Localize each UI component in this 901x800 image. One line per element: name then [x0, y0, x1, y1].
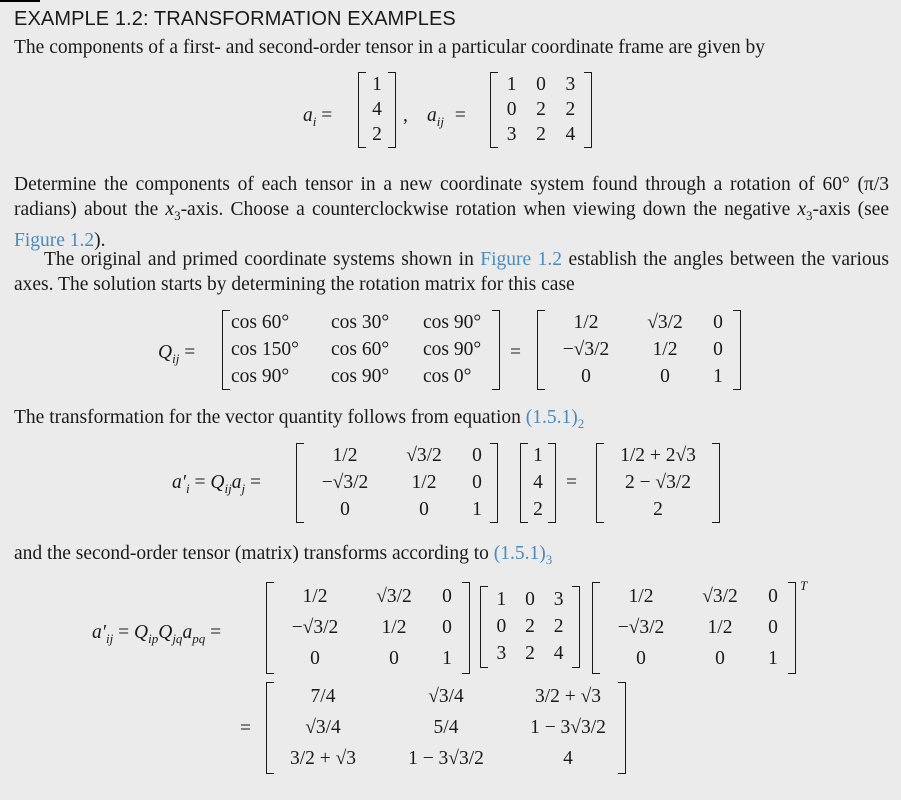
equals-sign: =	[510, 342, 521, 363]
figure-link[interactable]: Figure 1.2	[480, 249, 563, 270]
equation-link[interactable]: $(1.5.1)_3$	[493, 543, 553, 567]
equals-sign: =	[566, 472, 577, 493]
tensor-lhs: $a'_{ij} = Q_{ip}Q_{jq}a_{pq}$ =	[92, 622, 222, 646]
equation-link[interactable]: $(1.5.1)_2$	[525, 407, 585, 431]
tensor-paragraph: and the second-order tensor (matrix) transforms according to $(1.5.1)_3$	[14, 543, 553, 567]
vector-lhs: $a'_i = Q_{ij}a_j$ =	[172, 472, 261, 496]
a-ij-label: $a_{ij}$ =	[427, 105, 466, 129]
tensor-qt-matrix: 1/2 √3/2 0 −√3/2 1/2 0 0 0 1	[592, 582, 796, 674]
vector-paragraph: The transformation for the vector quantity follows from equation $(1.5.1)_2$	[14, 407, 585, 431]
a-i-label: $a_i$ =	[303, 105, 333, 129]
tensor-result: 7/4 √3/4 3/2 + √3 √3/4 5/4 1 − 3√3/2 3/2 + √3 1 − 3√3/2 4	[266, 682, 626, 774]
original-paragraph: The original and primed coordinate systems shown in Figure 1.2 establish the angles between the various axes. The solution starts by determining the rotation matrix for this case	[14, 249, 889, 295]
vector-result: 1/2 + 2√3 2 − √3/2 2	[596, 443, 720, 523]
given-comma: ,	[403, 105, 408, 126]
tensor-q-matrix: 1/2 √3/2 0 −√3/2 1/2 0 0 0 1	[266, 582, 470, 674]
transpose-mark: T	[800, 578, 808, 593]
a-ij-matrix: 1 0 3 0 2 2 3 2 4	[490, 72, 592, 148]
vector-q-matrix: 1/2 √3/2 0 −√3/2 1/2 0 0 0 1	[296, 443, 498, 523]
example-heading: EXAMPLE 1.2: TRANSFORMATION EXAMPLES	[14, 8, 456, 30]
q-ij-label: $Q_{ij}$ =	[158, 342, 196, 366]
figure-link[interactable]: Figure 1.2	[14, 229, 95, 251]
equals-sign: =	[240, 718, 251, 739]
rotation-matrix: 1/2 √3/2 0 −√3/2 1/2 0 0 0 1	[537, 310, 741, 390]
tensor-a-matrix: 1 0 3 0 2 2 3 2 4	[480, 586, 580, 668]
intro-paragraph: The components of a first- and second-order tensor in a particular coordinate frame are given by	[14, 37, 765, 58]
vector-a-column: 1 4 2	[520, 443, 556, 523]
a-i-vector: 1 4 2	[358, 72, 396, 148]
problem-paragraph: Determine the components of each tensor in a new coordinate system found through a rotation of 60° (π/3 radians) about the $x_3$-axis. Choose a counterclockwise rotation when viewing down the negative $x_3$-axis (see Figure 1.2).	[14, 174, 889, 251]
cos-matrix: cos 60° cos 30° cos 90° cos 150° cos 60° cos 90° cos 90° cos 90° cos 0°	[222, 310, 500, 390]
top-rule	[0, 0, 40, 2]
